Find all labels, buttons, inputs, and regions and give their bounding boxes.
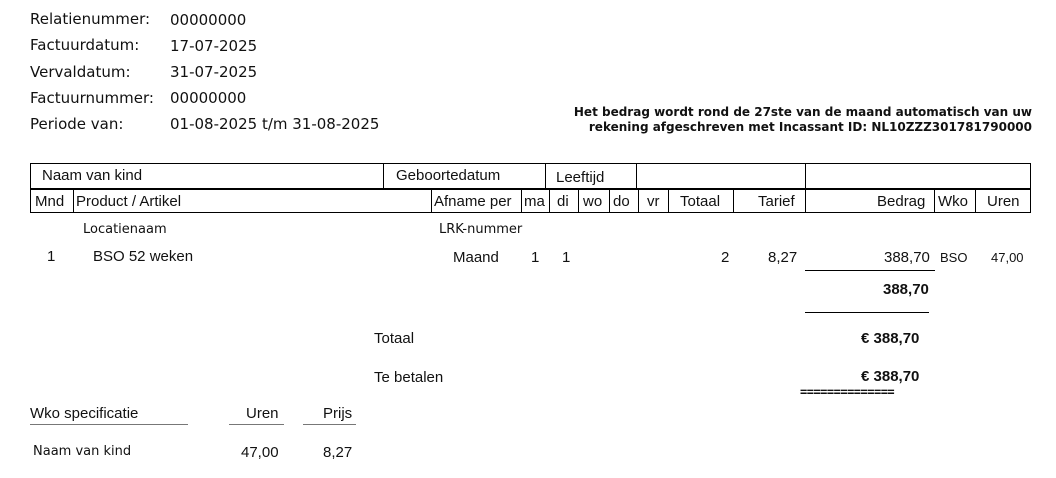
col-header-ma: ma — [524, 193, 545, 210]
col-header-uren: Uren — [987, 193, 1020, 210]
item-afname: Maand — [453, 249, 499, 266]
child-header-divider — [383, 163, 384, 189]
notice-line-2: rekening afgeschreven met Incassant ID: NL10ZZZ301781790000 — [588, 120, 1032, 134]
item-tarief: 8,27 — [768, 249, 798, 266]
col-divider — [73, 189, 74, 213]
child-header-row — [30, 163, 1031, 189]
wko-spec-uren-rule — [229, 424, 284, 425]
wko-spec-title: Wko specificatie — [30, 405, 139, 422]
item-wko: BSO — [940, 250, 968, 265]
double-rule: ============== — [800, 385, 895, 399]
wko-spec-title-rule — [30, 424, 188, 425]
item-ma: 1 — [531, 249, 540, 266]
meta-value-factuurnummer: 00000000 — [170, 89, 247, 107]
child-header-divider — [636, 163, 637, 189]
item-uren: 47,00 — [991, 250, 1024, 265]
col-divider — [521, 189, 522, 213]
col-divider — [578, 189, 579, 213]
direct-debit-notice — [552, 105, 1032, 135]
child-name-header: Naam van kind — [42, 167, 143, 184]
meta-label-factuurnummer: Factuurnummer: — [30, 89, 154, 107]
col-divider — [549, 189, 550, 213]
meta-value-factuurdatum: 17-07-2025 — [170, 37, 258, 55]
col-divider — [934, 189, 935, 213]
meta-value-periode: 01-08-2025 t/m 31-08-2025 — [170, 115, 380, 133]
item-bedrag: 388,70 — [884, 249, 930, 266]
col-divider — [805, 189, 806, 213]
col-header-bedrag: Bedrag — [877, 193, 926, 210]
col-divider — [975, 189, 976, 213]
item-product: BSO 52 weken — [93, 248, 194, 265]
location-name: Locatienaam — [83, 222, 167, 237]
total-label: Totaal — [374, 330, 415, 347]
meta-value-relatienummer: 00000000 — [170, 11, 247, 29]
child-header-divider — [805, 163, 806, 189]
item-di: 1 — [562, 249, 571, 266]
subtotal-underline — [805, 312, 929, 313]
col-header-mnd: Mnd — [35, 193, 65, 210]
col-divider — [431, 189, 432, 213]
col-divider — [609, 189, 610, 213]
meta-value-vervaldatum: 31-07-2025 — [170, 63, 258, 81]
wko-spec-prijs-rule — [303, 424, 356, 425]
meta-label-relatienummer: Relatienummer: — [30, 10, 151, 28]
col-header-do: do — [613, 193, 630, 210]
col-divider — [668, 189, 669, 213]
meta-label-periode: Periode van: — [30, 115, 124, 133]
wko-spec-prijs-value: 8,27 — [323, 444, 353, 461]
birthdate-header: Geboortedatum — [396, 167, 501, 184]
meta-label-vervaldatum: Vervaldatum: — [30, 63, 131, 81]
col-divider — [638, 189, 639, 213]
col-header-wko: Wko — [938, 193, 968, 210]
col-divider — [733, 189, 734, 213]
age-header: Leeftijd — [556, 169, 605, 186]
lrk-number: LRK-nummer — [439, 222, 523, 237]
wko-spec-col-uren: Uren — [246, 405, 279, 422]
col-header-afname: Afname per — [434, 193, 512, 210]
item-mnd: 1 — [47, 248, 56, 265]
meta-label-factuurdatum: Factuurdatum: — [30, 36, 140, 54]
col-header-wo: wo — [583, 193, 603, 210]
wko-spec-col-prijs: Prijs — [323, 405, 353, 422]
pay-label: Te betalen — [374, 369, 444, 386]
subtotal-rule — [805, 270, 935, 271]
pay-value: € 388,70 — [861, 368, 920, 385]
total-value: € 388,70 — [861, 330, 920, 347]
wko-spec-uren-value: 47,00 — [241, 444, 279, 461]
col-header-tarief: Tarief — [758, 193, 795, 210]
col-header-totaal: Totaal — [680, 193, 721, 210]
col-header-di: di — [557, 193, 569, 210]
subtotal-value: 388,70 — [883, 281, 929, 298]
notice-line-1: Het bedrag wordt rond de 27ste van de maand automatisch van uw — [573, 105, 1032, 119]
child-header-divider — [545, 163, 546, 189]
col-header-vr: vr — [647, 193, 660, 210]
wko-spec-child-name: Naam van kind — [33, 444, 132, 459]
col-header-product: Product / Artikel — [76, 193, 182, 210]
item-totaal: 2 — [721, 249, 730, 266]
